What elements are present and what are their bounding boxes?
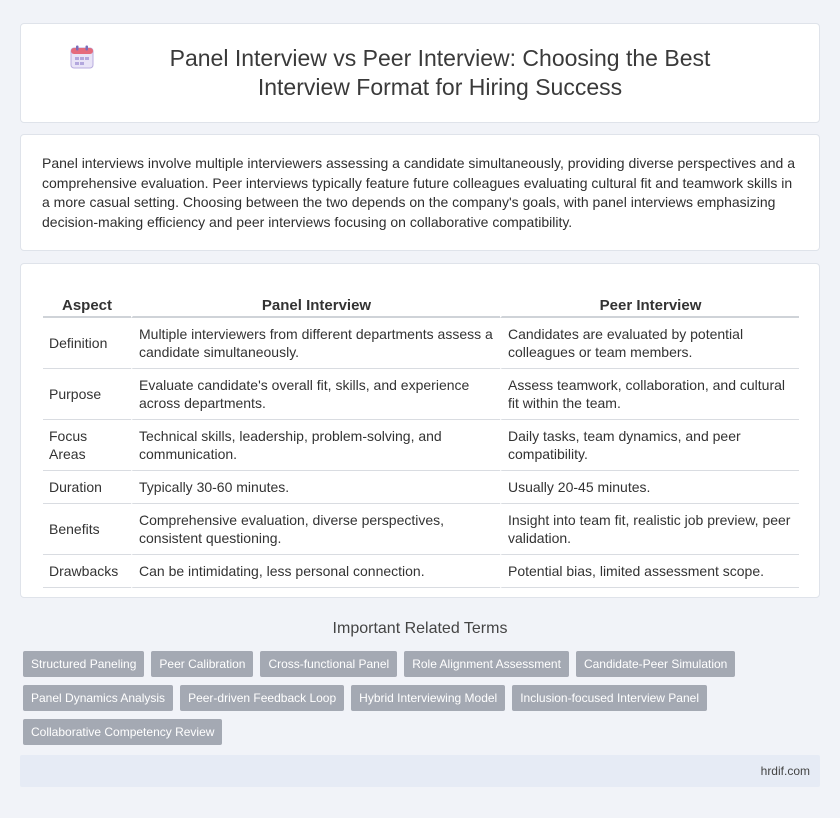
table-row	[43, 369, 799, 420]
related-term-tag[interactable]: Peer-driven Feedback Loop	[180, 685, 344, 711]
peer-cell: Daily tasks, team dynamics, and peer compatibility.	[500, 420, 799, 471]
intro-card	[20, 134, 820, 251]
peer-cell: Insight into team fit, realistic job preview, peer validation.	[500, 504, 799, 555]
related-term-tag[interactable]: Role Alignment Assessment	[404, 651, 569, 677]
page-title: Panel Interview vs Peer Interview: Choosing the Best Interview Format for Hiring Success	[169, 45, 711, 100]
related-term-tag[interactable]: Peer Calibration	[151, 651, 253, 677]
panel-cell: Technical skills, leadership, problem-solving, and communication.	[131, 420, 500, 471]
aspect-cell: Definition	[43, 318, 131, 369]
peer-cell: Candidates are evaluated by potential colleagues or team members.	[500, 318, 799, 369]
table-row	[43, 318, 799, 369]
panel-cell: Can be intimidating, less personal connection.	[131, 555, 500, 588]
aspect-cell: Purpose	[43, 369, 131, 420]
table-header-row	[43, 294, 799, 318]
table-row	[43, 420, 799, 471]
related-term-tag[interactable]: Inclusion-focused Interview Panel	[512, 685, 707, 711]
panel-cell: Evaluate candidate's overall fit, skills, and experience across departments.	[131, 369, 500, 420]
footer	[20, 755, 820, 787]
title-card	[20, 23, 820, 123]
related-term-tag[interactable]: Collaborative Competency Review	[23, 719, 222, 745]
aspect-cell: Focus Areas	[43, 420, 131, 471]
table-row	[43, 555, 799, 588]
aspect-cell: Duration	[43, 471, 131, 504]
peer-cell: Potential bias, limited assessment scope.	[500, 555, 799, 588]
table-row	[43, 504, 799, 555]
peer-cell: Usually 20-45 minutes.	[500, 471, 799, 504]
related-terms-list	[23, 651, 763, 745]
related-term-tag[interactable]: Panel Dynamics Analysis	[23, 685, 173, 711]
aspect-cell: Drawbacks	[43, 555, 131, 588]
related-terms-heading: Important Related Terms	[332, 620, 508, 637]
comparison-card	[20, 263, 820, 598]
related-term-tag[interactable]: Cross-functional Panel	[260, 651, 397, 677]
comparison-table	[43, 294, 799, 588]
aspect-cell: Benefits	[43, 504, 131, 555]
header-peer-interview: Peer Interview	[500, 294, 799, 318]
related-term-tag[interactable]: Structured Paneling	[23, 651, 144, 677]
panel-cell: Typically 30-60 minutes.	[131, 471, 500, 504]
peer-cell: Assess teamwork, collaboration, and cultural fit within the team.	[500, 369, 799, 420]
related-term-tag[interactable]: Candidate-Peer Simulation	[576, 651, 735, 677]
header-aspect: Aspect	[43, 294, 131, 318]
panel-cell: Comprehensive evaluation, diverse perspectives, consistent questioning.	[131, 504, 500, 555]
footer-site-link[interactable]: hrdif.com	[760, 764, 810, 778]
table-row	[43, 471, 799, 504]
related-term-tag[interactable]: Hybrid Interviewing Model	[351, 685, 505, 711]
header-panel-interview: Panel Interview	[131, 294, 500, 318]
panel-cell: Multiple interviewers from different departments assess a candidate simultaneously.	[131, 318, 500, 369]
intro-paragraph: Panel interviews involve multiple interviewers assessing a candidate simultaneously, providing diverse perspectives and a comprehensive evaluation. Peer interviews typically feature future colleagues evaluating cultural fit and teamwork skills in a more casual setting. Choosing between the two depends on the company's goals, with panel interviews emphasizing decision-making efficiency and peer interviews focusing on collaborative compatibility.	[42, 155, 796, 230]
